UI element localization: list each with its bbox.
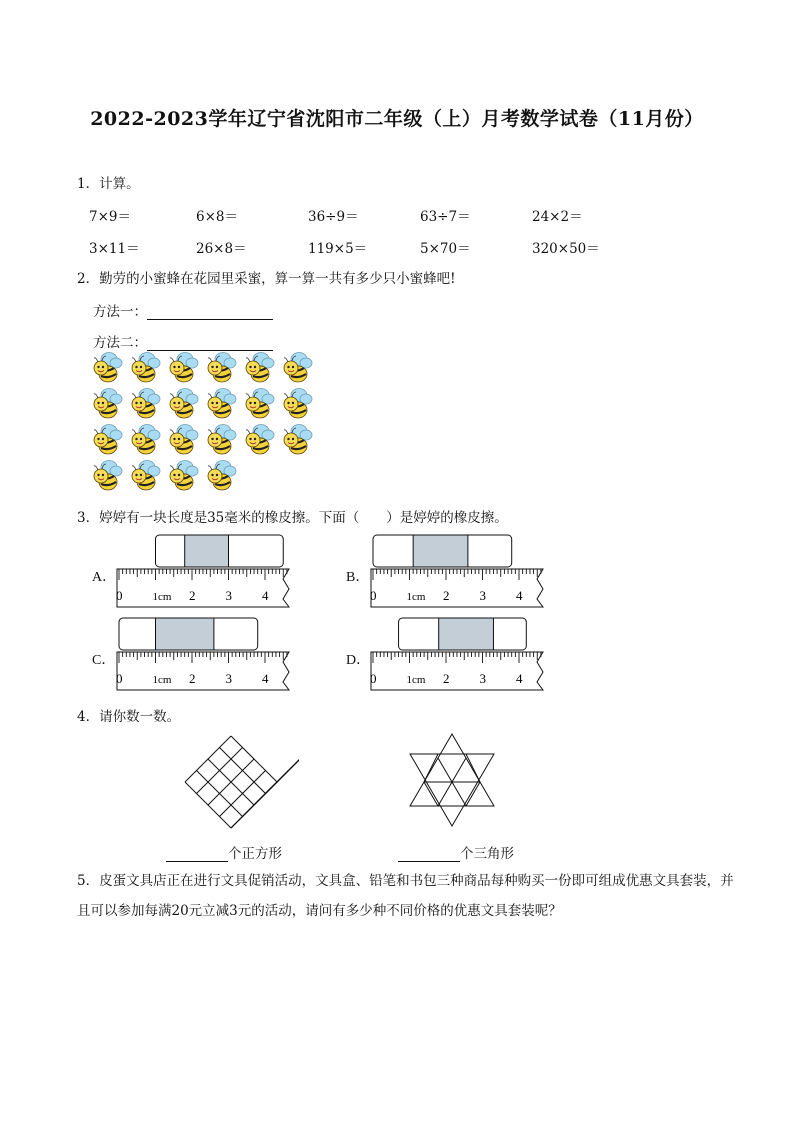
question-2-stem: 2．勤劳的小蜜蜂在花园里采蜜，算一算一共有多少只小蜜蜂吧! bbox=[77, 271, 456, 287]
triangle-caption: 个三角形 bbox=[460, 846, 514, 862]
bee-icon bbox=[94, 353, 122, 383]
calc-item: 320×50＝ bbox=[532, 241, 600, 257]
grid-line bbox=[266, 748, 300, 794]
option-label[interactable]: D． bbox=[346, 653, 371, 668]
bee-icon bbox=[170, 461, 198, 491]
bee-icon bbox=[132, 353, 160, 383]
bee-icon bbox=[246, 353, 274, 383]
bee-icon bbox=[94, 461, 122, 491]
triangle-count-answer bbox=[398, 842, 514, 862]
ruler-tick-label: 2 bbox=[443, 671, 450, 686]
bee-icon bbox=[284, 389, 312, 419]
question-5-stem: 5．皮蛋文具店正在进行文具促销活动，文具盒、铅笔和书包三种商品每种购买一份即可组成优惠文具套装，并且可以参加每满20元立减3元的活动，请问有多少种不同价格的优惠文具套装呢？ bbox=[77, 873, 734, 919]
ruler-tick-label: 1cm bbox=[406, 591, 426, 603]
option-label[interactable]: B． bbox=[346, 570, 370, 585]
bee-icon bbox=[208, 425, 236, 455]
bee-icon bbox=[94, 425, 122, 455]
ruler-tick-label: 3 bbox=[479, 588, 486, 603]
calc-item: 63÷7＝ bbox=[420, 209, 471, 225]
ruler-tick-label: 4 bbox=[516, 588, 523, 603]
bee-icon bbox=[208, 389, 236, 419]
square-count-answer bbox=[166, 842, 282, 862]
ruler-tick-label: 1cm bbox=[406, 674, 426, 686]
eraser-sleeve bbox=[439, 618, 494, 650]
ruler-tick-label: 1cm bbox=[152, 674, 172, 686]
calc-item: 24×2＝ bbox=[532, 209, 583, 225]
method-2-label: 方法二： bbox=[93, 335, 147, 351]
bee-icon bbox=[170, 389, 198, 419]
calc-item: 119×5＝ bbox=[308, 241, 368, 257]
question-4-stem: 4．请你数一数。 bbox=[77, 709, 181, 725]
option-label[interactable]: C． bbox=[92, 653, 116, 668]
bee-icon bbox=[132, 461, 160, 491]
star-triangle-figure bbox=[406, 732, 498, 828]
calc-item: 6×8＝ bbox=[196, 209, 238, 225]
ruler-tick-label: 3 bbox=[225, 671, 232, 686]
question-1-stem: 1．计算。 bbox=[77, 176, 140, 192]
heart-grid-figure bbox=[163, 728, 299, 830]
ruler-tick-label: 4 bbox=[262, 588, 269, 603]
method-2 bbox=[93, 331, 273, 351]
ruler-tick-label: 0 bbox=[116, 671, 123, 686]
method-1-blank[interactable] bbox=[147, 303, 273, 320]
ruler-tick-label: 0 bbox=[116, 588, 123, 603]
triangle-count-blank[interactable] bbox=[398, 847, 460, 862]
option-label[interactable]: A． bbox=[92, 570, 117, 585]
ruler-tick-label: 2 bbox=[189, 671, 196, 686]
calc-item: 26×8＝ bbox=[196, 241, 247, 257]
ruler-tick-label: 3 bbox=[479, 671, 486, 686]
bee-icon bbox=[284, 353, 312, 383]
ruler-option[interactable] bbox=[84, 533, 294, 611]
bee-icon bbox=[208, 353, 236, 383]
bee-icon bbox=[132, 389, 160, 419]
bee-icon bbox=[246, 425, 274, 455]
page-title: 2022-2023学年辽宁省沈阳市二年级（上）月考数学试卷（11月份） bbox=[90, 108, 704, 130]
method-1 bbox=[93, 300, 273, 320]
bee-grid bbox=[90, 352, 330, 500]
bee-icon bbox=[284, 425, 312, 455]
ruler-option[interactable] bbox=[338, 533, 548, 611]
ruler-tick-label: 4 bbox=[516, 671, 523, 686]
bee-icon bbox=[208, 461, 236, 491]
square-count-blank[interactable] bbox=[166, 847, 228, 862]
grid-line bbox=[277, 736, 299, 782]
eraser-sleeve bbox=[156, 618, 214, 650]
ruler-tick-label: 0 bbox=[370, 588, 377, 603]
ruler-tick-label: 2 bbox=[443, 588, 450, 603]
eraser-sleeve bbox=[413, 535, 468, 567]
ruler-tick-label: 4 bbox=[262, 671, 269, 686]
square-caption: 个正方形 bbox=[228, 846, 282, 862]
question-3-stem: 3．婷婷有一块长度是35毫米的橡皮擦。下面（ ）是婷婷的橡皮擦。 bbox=[77, 510, 508, 526]
bee-icon bbox=[170, 425, 198, 455]
grid-line bbox=[266, 748, 300, 794]
bee-icon bbox=[246, 389, 274, 419]
eraser-sleeve bbox=[185, 535, 229, 567]
calc-item: 7×9＝ bbox=[89, 209, 131, 225]
method-1-label: 方法一： bbox=[93, 304, 147, 320]
ruler-tick-label: 0 bbox=[370, 671, 377, 686]
ruler-tick-label: 1cm bbox=[152, 591, 172, 603]
method-2-blank[interactable] bbox=[147, 334, 273, 351]
bee-icon bbox=[132, 425, 160, 455]
calc-item: 3×11＝ bbox=[89, 241, 140, 257]
grid-line bbox=[277, 736, 299, 782]
bee-icon bbox=[170, 353, 198, 383]
calc-item: 36÷9＝ bbox=[308, 209, 359, 225]
ruler-tick-label: 3 bbox=[225, 588, 232, 603]
ruler-option[interactable] bbox=[84, 616, 294, 694]
ruler-tick-label: 2 bbox=[189, 588, 196, 603]
calc-item: 5×70＝ bbox=[420, 241, 471, 257]
ruler-option[interactable] bbox=[338, 616, 548, 694]
bee-icon bbox=[94, 389, 122, 419]
